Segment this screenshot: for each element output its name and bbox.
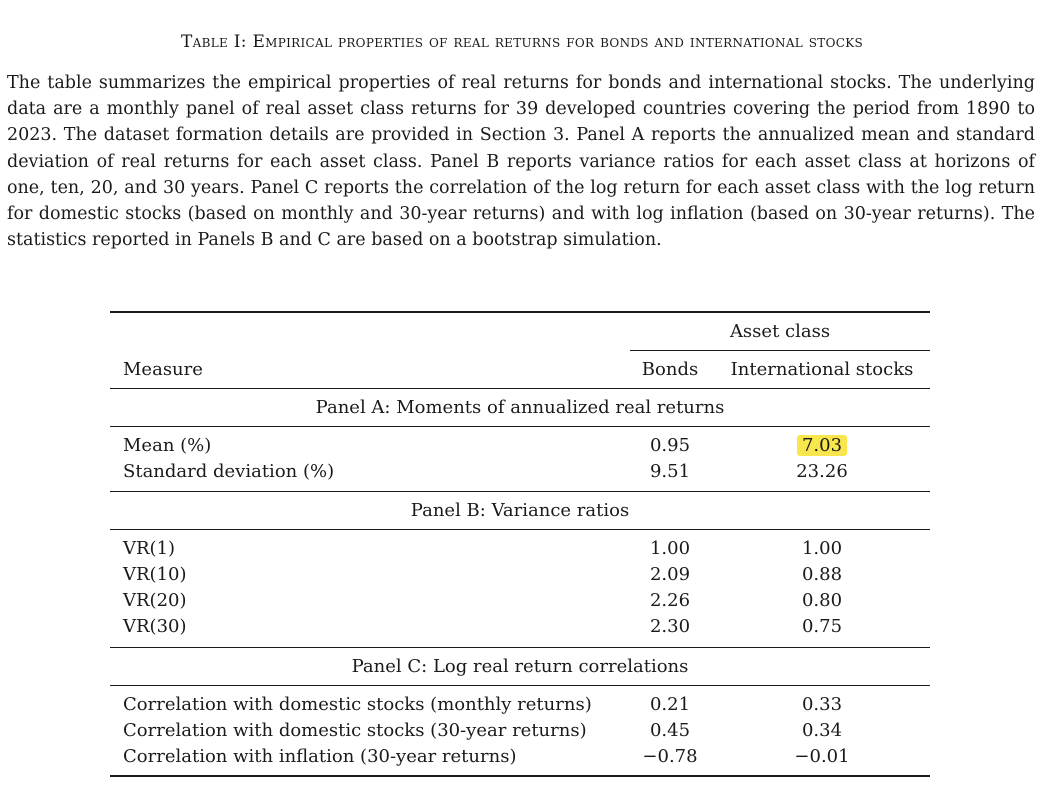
table-caption: Table I: Empirical properties of real returns for bonds and international stocks	[180, 32, 864, 52]
panel-a-end-rule	[110, 491, 930, 492]
panel-b-rule	[110, 529, 930, 530]
row-label: VR(20)	[123, 590, 187, 611]
highlighted-value: 7.03	[797, 435, 847, 456]
intl-value: 23.26	[796, 461, 848, 482]
row-label: Mean (%)	[123, 435, 212, 456]
international-stocks-column-header: International stocks	[730, 359, 914, 380]
bonds-value: 0.95	[649, 435, 691, 456]
bonds-value: 1.00	[649, 538, 691, 559]
panel-c-rule	[110, 685, 930, 686]
asset-class-header: Asset class	[729, 321, 831, 342]
row-label: VR(10)	[123, 564, 187, 585]
intl-value: 0.33	[801, 694, 843, 715]
asset-class-cmidrule	[630, 350, 930, 351]
row-label: VR(1)	[123, 538, 176, 559]
row-label: Standard deviation (%)	[123, 461, 335, 482]
intl-value: 0.88	[801, 564, 843, 585]
bonds-value: 2.09	[649, 564, 691, 585]
measure-column-header: Measure	[123, 359, 203, 380]
panel-a-rule	[110, 426, 930, 427]
bonds-value: −0.78	[642, 746, 698, 767]
row-label: Correlation with inflation (30-year returns)	[123, 746, 517, 767]
row-label: Correlation with domestic stocks (monthly returns)	[123, 694, 592, 715]
bonds-value: 2.30	[649, 616, 691, 637]
table-description: The table summarizes the empirical properties of real returns for bonds and international stocks. The underlying data are a monthly panel of real asset class returns for 39 developed countries covering the period from 1890 to 2023. The dataset formation details are provided in Section 3. Panel A reports the annualized mean and standard deviation of real returns for each asset class. Panel B reports variance ratios for each asset class at horizons of one, ten, 20, and 30 years. Panel C reports the correlation of the log return for each asset class with the log return for domestic stocks (based on monthly and 30-year returns) and with log inflation (based on 30-year returns). The statistics reported in Panels B and C are based on a bootstrap simulation.	[7, 73, 1035, 251]
panel-b-end-rule	[110, 647, 930, 648]
intl-value: −0.01	[794, 746, 850, 767]
panel-a-title: Panel A: Moments of annualized real returns	[315, 397, 725, 418]
bonds-value: 0.21	[649, 694, 691, 715]
row-label: VR(30)	[123, 616, 187, 637]
intl-value: 0.34	[801, 720, 843, 741]
top-rule	[110, 311, 930, 313]
intl-value-cell	[722, 435, 922, 457]
intl-value: 0.80	[801, 590, 843, 611]
bonds-column-header: Bonds	[641, 359, 699, 380]
bonds-value: 0.45	[649, 720, 691, 741]
panel-c-title: Panel C: Log real return correlations	[351, 656, 689, 677]
header-rule	[110, 388, 930, 389]
intl-value: 1.00	[801, 538, 843, 559]
intl-value: 0.75	[801, 616, 843, 637]
bonds-value: 2.26	[649, 590, 691, 611]
bottom-rule	[110, 775, 930, 777]
row-label: Correlation with domestic stocks (30-year returns)	[123, 720, 587, 741]
bonds-value: 9.51	[649, 461, 691, 482]
panel-b-title: Panel B: Variance ratios	[410, 500, 630, 521]
